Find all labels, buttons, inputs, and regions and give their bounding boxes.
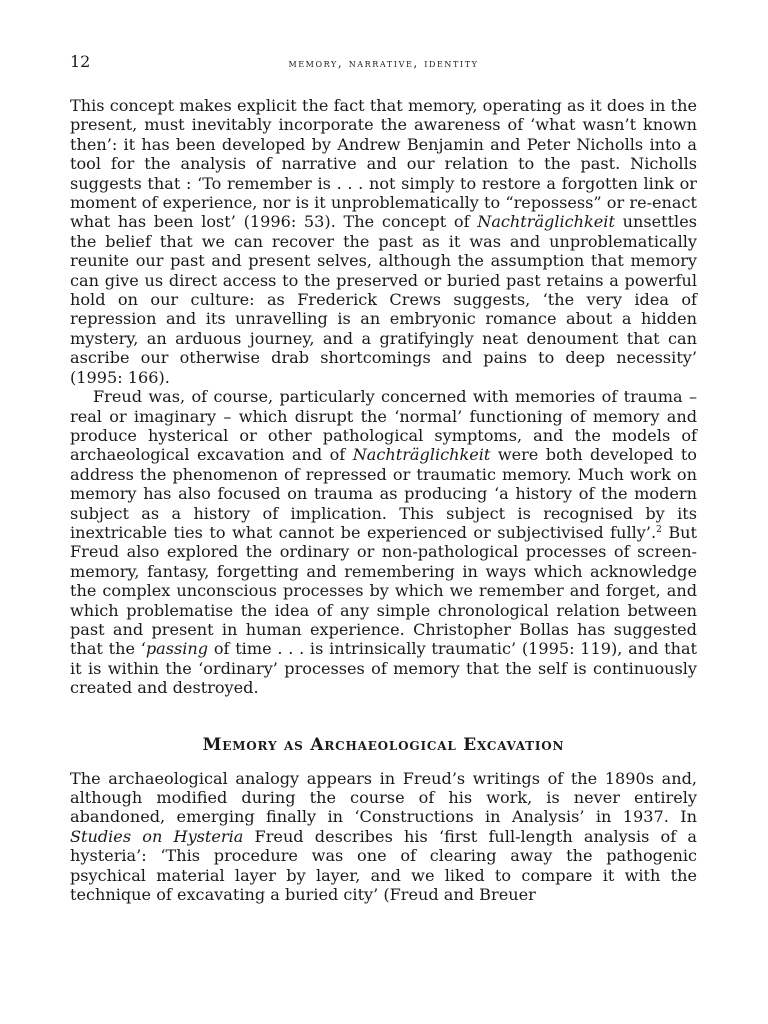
footnote-marker: 2 [656, 524, 662, 535]
section-heading: Memory as Archaeological Excavation [202, 734, 565, 755]
page-content [70, 52, 697, 904]
italic-term: passing [145, 639, 209, 659]
running-head [70, 52, 697, 76]
running-title: memory, narrative, identity [288, 56, 479, 70]
paragraph-text: of time . . . is intrinsically traumatic’ (1995: 119), and that it is within the ‘ordinary’ processes of memory that the self is continuously created and destroyed. [70, 639, 698, 698]
paragraph-freud-trauma [70, 387, 697, 698]
italic-term: Nachträglichkeit [477, 212, 615, 232]
paragraph-text: Freud was, of course, particularly concerned with memories of trauma – real or imaginary – which disrupt the ‘normal’ functioning of memory and produce hysterical or other pathological symptoms, and the models of archaeological excavation and of [70, 387, 697, 465]
paragraph-text: This concept makes explicit the fact that memory, operating as it does in the present, must inevitably incorporate the awareness of ‘what wasn’t known then’: it has been developed by Andrew Benjamin and Peter Nicholls into a tool for the analysis of narrative and our relation to the past. Nicholls suggests that : ‘To remember is . . . not simply to restore a forgotten link or moment of experience, nor is it unproblematically to “repossess” or re-enact what has been lost’ (1996: 53). The concept of [70, 96, 697, 232]
paragraph-text: Freud describes his ‘first full-length analysis of a hysteria’: ‘This procedure was one of clearing away the pathogenic psychical material layer by layer, and we liked to compare it with the technique of excavating a buried city’ (Freud and Breuer [70, 826, 697, 905]
paragraph-text: The archaeological analogy appears in Freud’s writings of the 1890s and, although modified during the course of his work, is never entirely abandoned, emerging finally in ‘Constructions in Analysis’ in 1937. In [70, 768, 697, 827]
page-number: 12 [70, 52, 91, 71]
italic-term: Nachträglichkeit [352, 445, 491, 465]
paragraph-text: were both developed to address the phenomenon of repressed or traumatic memory. Much work on memory has also focused on trauma as producing ‘a history of the modern subject as a history of implication. This subject is recognised by its inextricable ties to what cannot be experienced or subjectivised fully’. [70, 445, 698, 542]
italic-book-title: Studies on Hysteria [70, 826, 244, 846]
body-text [70, 96, 697, 904]
paragraph-concept [70, 96, 697, 387]
paragraph-archaeological-analogy [70, 769, 697, 905]
paragraph-text: But Freud also explored the ordinary or non-pathological processes of screen-memory, fantasy, forgetting and remembering in ways which acknowledge the complex unconscious processes by which we remember and forget, and which problematise the idea of any simple chronological relation between past and present in human experience. Christopher Bollas has suggested that the ‘ [70, 522, 697, 659]
paragraph-text: unsettles the belief that we can recover the past as it was and unproblematically reunite our past and present selves, although the assumption that memory can give us direct access to the preserved or buried past retains a powerful hold on our culture: as Frederick Crews suggests, ‘the very idea of repression and its unravelling is an embryonic romance about a hidden mystery, an arduous journey, and a gratifyingly neat denoument that can ascribe our otherwise drab shortcomings and pains to deep necessity’ (1995: 166). [70, 212, 697, 387]
